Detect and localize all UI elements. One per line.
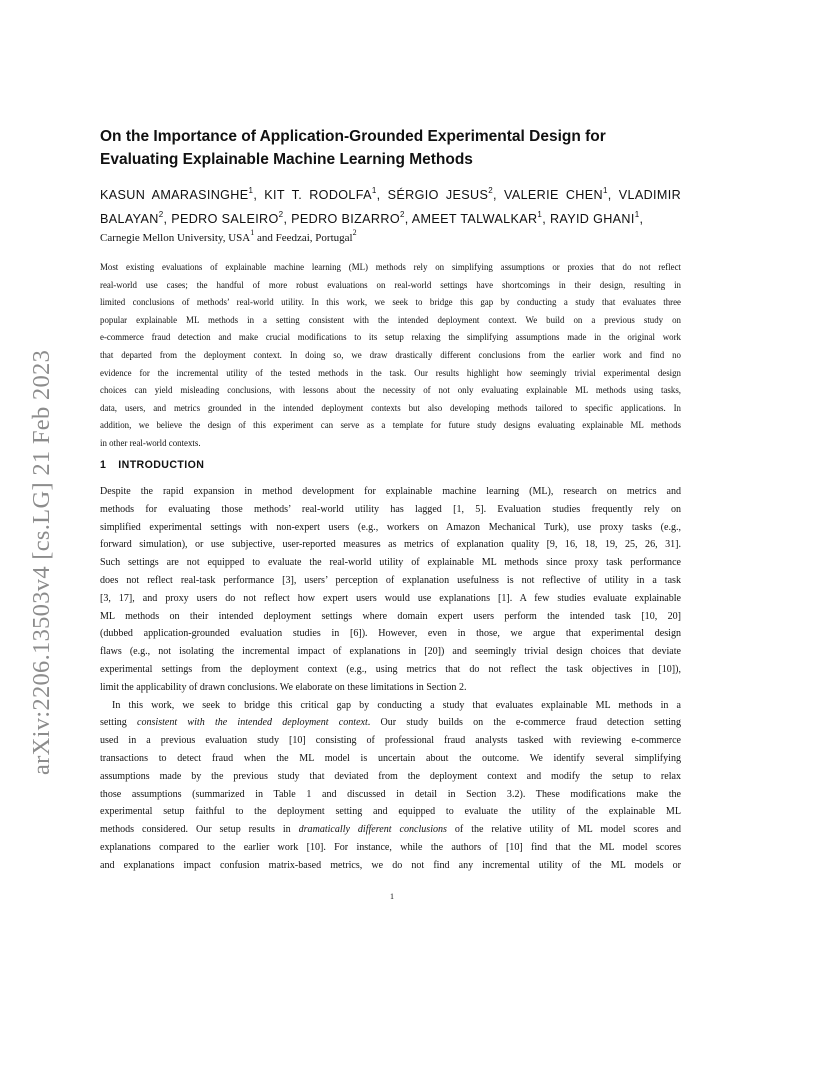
title-line-1: On the Importance of Application-Grounded Experimental Design for	[100, 128, 606, 145]
body-text-segment: of the relative utility of ML model scores and	[446, 824, 681, 836]
abstract-line: evidence for the incremental utility of the tested methods in the task. Our results highlight how seemingly trivial experimental design	[100, 367, 681, 378]
body-line	[100, 554, 681, 572]
abstract-line: e-commerce fraud detection and make crucial modifications to its setup relaxing the simplifying assumptions made in the original work	[100, 332, 681, 343]
body-text-segment: explanations compared to the earlier work [10]. For instance, while the authors of [10] find that the ML model scores	[100, 841, 681, 853]
body-text-segment: experimental settings from the deployment context (e.g., using metrics that do not reflect the task objectives in [10]),	[100, 663, 681, 675]
introduction-body	[100, 483, 681, 875]
body-text-segment: Despite the rapid expansion in method development for explainable machine learning (ML), research on metrics and	[100, 486, 681, 497]
abstract-line: real-world use cases; the handful of more robust evaluations on real-world settings have shortcomings in their design, resulting in	[100, 279, 681, 290]
body-text-segment: and explanations impact confusion matrix-based metrics, we do not find any incremental utility of the ML models or	[100, 859, 681, 871]
emphasized-text: dramatically different conclusions	[298, 824, 447, 836]
body-line	[100, 750, 681, 768]
body-line	[100, 857, 681, 875]
abstract-line: data, users, and metrics grounded in the intended deployment contexts but also developing methods tailored to specific applications. In	[100, 402, 681, 413]
page-number: 1	[390, 892, 394, 901]
body-line	[100, 679, 681, 697]
section-title: INTRODUCTION	[118, 459, 205, 471]
body-text-segment: experimental setup faithful to the deployment setting and equipped to evaluate the utility of the explainable ML	[100, 806, 681, 818]
author-name: RAYID GHANI	[549, 212, 635, 226]
body-text-segment: methods considered. Our setup results in	[100, 824, 299, 836]
affiliation-feedzai: and Feedzai, Portugal	[254, 232, 353, 244]
body-text-segment: flaws (e.g., not isolating the incremental impact of explanations in [20]) and seemingly trivial design choices that deviate	[100, 646, 681, 658]
body-text-segment: used in a previous evaluation study [10] consisting of professional fraud analysts tasked with reviewing e-commerce	[100, 735, 681, 747]
body-line	[100, 608, 681, 626]
abstract-line: that departed from the deployment context. In doing so, we draw drastically different conclusions from the earlier work and find no	[100, 349, 681, 360]
body-text-segment: forward simulation), or use subjective, user-reported measures as metrics of explanation quality [9, 16, 18, 19, 25, 26, 31].	[100, 539, 681, 551]
body-line	[100, 839, 681, 857]
body-text-segment: Such settings are not equipped to evaluate the real-world utility of explainable ML methods since proxy task performance	[100, 557, 681, 569]
body-text-segment: (dubbed application-grounded evaluation studies in [6]). However, even in those, we argue that experimental design	[100, 628, 681, 640]
body-line	[100, 625, 681, 643]
author-name: SÉRGIO JESUS	[387, 188, 489, 202]
author-name: PEDRO BIZARRO	[291, 212, 400, 226]
body-text-segment: those assumptions (summarized in Table 1 and discussed in detail in Section 3.2). These modifications make the	[100, 788, 681, 800]
affiliation-marker-2: 2	[352, 228, 357, 238]
author-line-1: KASUN AMARASINGHE$^1$, KIT T. RODOLFA$^1$, SÉRGIO JESUS$^2$, VALERIE CHEN$^1$, VLADIMIR	[100, 185, 682, 202]
author-affiliation-marker: 2	[399, 209, 405, 219]
emphasized-text: consistent with the intended deployment context	[137, 717, 368, 729]
body-line	[100, 590, 681, 608]
author-name: VLADIMIR	[618, 188, 682, 202]
author-affiliation-marker: 2	[278, 209, 284, 219]
body-line	[100, 714, 681, 732]
body-line	[100, 483, 681, 501]
body-line	[100, 572, 681, 590]
author-name: KASUN AMARASINGHE	[100, 188, 249, 202]
author-affiliation-marker: 1	[602, 185, 608, 195]
body-line	[100, 697, 681, 715]
author-affiliation-marker: 2	[488, 185, 494, 195]
abstract-line: addition, we believe the design of this experiment can serve as a template for future study designs evaluating explainable ML methods	[100, 420, 681, 431]
body-line	[100, 519, 681, 537]
abstract-line: choices can yield misleading conclusions, with lessons about the necessity of not only evaluating explainable ML methods using tasks,	[100, 385, 681, 396]
body-line	[100, 786, 681, 804]
affiliations	[100, 230, 357, 246]
author-name: BALAYAN	[100, 212, 159, 226]
author-affiliation-marker: 1	[537, 209, 543, 219]
author-name: KIT T. RODOLFA	[264, 188, 372, 202]
body-line	[100, 536, 681, 554]
body-text-segment: assumptions made by the previous study that deviated from the deployment context and modify the setup to relax	[100, 770, 681, 782]
abstract-line: in other real-world contexts.	[100, 437, 201, 448]
abstract	[100, 259, 681, 453]
body-line	[100, 501, 681, 519]
author-affiliation-marker: 1	[634, 209, 640, 219]
body-text-segment: methods for evaluating those methods’ real-world utility has lagged [1, 5]. Evaluation studies frequently rely on	[100, 503, 681, 515]
body-line	[100, 732, 681, 750]
paper-title	[100, 125, 700, 171]
body-text-segment: transactions to detect fraud when the ML model is uncertain about the outcome. We identify several simplifying	[100, 752, 681, 764]
author-name: PEDRO SALEIRO	[171, 212, 279, 226]
abstract-line: popular explainable ML methods in a setting consistent with the intended deployment context. We build on a previous study on	[100, 314, 681, 325]
body-text-segment: does not reflect real-task performance [3], users’ perception of explanation usefulness is not reflective of utility in a task	[100, 574, 681, 586]
author-affiliation-marker: 1	[248, 185, 254, 195]
body-text-segment: In this work, we seek to bridge this critical gap by conducting a study that evaluates explainable ML methods in a	[112, 699, 681, 711]
body-line	[100, 643, 681, 661]
author-name: AMEET TALWALKAR	[411, 212, 538, 226]
section-heading-introduction	[100, 459, 204, 471]
abstract-line: Most existing evaluations of explainable machine learning (ML) methods rely on simplifying assumptions or proxies that do not reflect	[100, 262, 681, 272]
body-text-segment: [3, 17], and proxy users do not reflect how expert users would use explanations [1]. A few studies evaluate explainable	[100, 592, 681, 604]
body-text-segment: limit the applicability of drawn conclusions. We elaborate on these limitations in Section 2.	[100, 681, 467, 693]
body-line	[100, 821, 681, 839]
section-number: 1	[100, 459, 107, 471]
affiliation-marker-1: 1	[250, 228, 255, 238]
body-line	[100, 768, 681, 786]
author-affiliation-marker: 2	[158, 209, 164, 219]
author-line-2: BALAYAN$^2$, PEDRO SALEIRO$^2$, PEDRO BIZARRO$^2$, AMEET TALWALKAR$^1$, RAYID GHANI$^1$,	[100, 209, 644, 226]
author-name: VALERIE CHEN	[504, 188, 603, 202]
arxiv-identifier-stamp: arXiv:2206.13503v4 [cs.LG] 21 Feb 2023	[28, 349, 55, 775]
author-list	[100, 183, 681, 231]
body-text-segment: ML methods on their intended deployment settings where domain expert users perform the intended task [10, 20]	[100, 610, 681, 622]
body-line	[100, 803, 681, 821]
body-text-segment: simplified experimental settings with non-expert users (e.g., workers on Amazon Mechanical Turk), use proxy tasks (e.g.,	[100, 521, 681, 533]
body-text-segment: setting	[100, 717, 138, 729]
body-text-segment: . Our study builds on the e-commerce fraud detection setting	[367, 717, 681, 729]
title-line-2: Evaluating Explainable Machine Learning Methods	[100, 151, 473, 168]
affiliation-cmu: Carnegie Mellon University, USA	[100, 232, 251, 244]
body-line	[100, 661, 681, 679]
author-affiliation-marker: 1	[371, 185, 377, 195]
abstract-line: limited conclusions of methods’ real-world utility. In this work, we seek to bridge this gap by conducting a study that evaluates three	[100, 297, 681, 308]
